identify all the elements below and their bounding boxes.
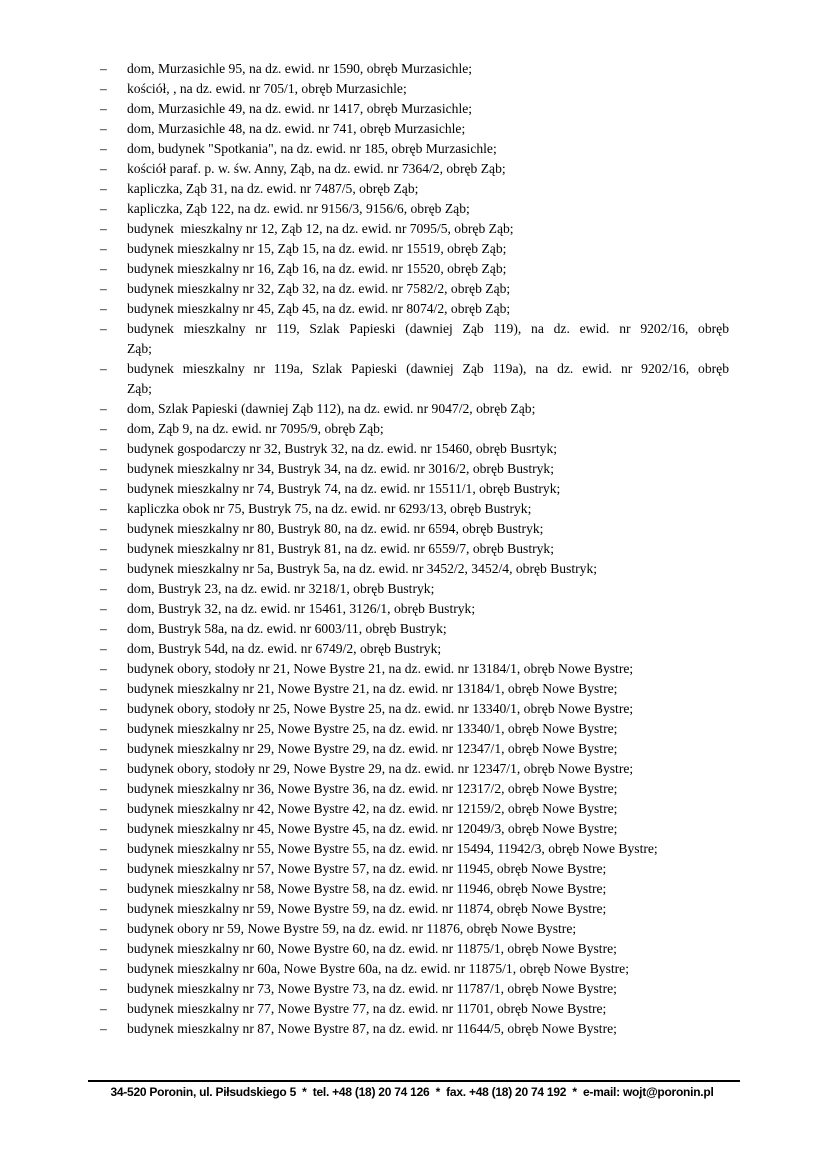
list-item-text: budynek mieszkalny nr 87, Nowe Bystre 87, na dz. ewid. nr 11644/5, obręb Nowe Bystre; [127, 1021, 617, 1036]
dash-bullet: – [100, 461, 107, 476]
list-item [100, 759, 729, 779]
dash-bullet: – [100, 781, 107, 796]
list-item-text: budynek gospodarczy nr 32, Bustryk 32, na dz. ewid. nr 15460, obręb Busrtyk; [127, 441, 558, 456]
dash-bullet: – [100, 1001, 107, 1016]
dash-bullet: – [100, 321, 107, 336]
dash-bullet: – [100, 641, 107, 656]
list-item [100, 479, 729, 499]
list-item [100, 419, 729, 439]
dash-bullet: – [100, 681, 107, 696]
list-item [100, 459, 729, 479]
list-item-text: budynek mieszkalny nr 16, Ząb 16, na dz. ewid. nr 15520, obręb Ząb; [127, 261, 507, 276]
list-item [100, 179, 729, 199]
list-item-text: dom, Murzasichle 48, na dz. ewid. nr 741, obręb Murzasichle; [127, 121, 466, 136]
list-item [100, 879, 729, 899]
list-item [100, 599, 729, 619]
list-item [100, 319, 729, 359]
dash-bullet: – [100, 281, 107, 296]
list-item-text: budynek mieszkalny nr 45, Nowe Bystre 45, na dz. ewid. nr 12049/3, obręb Nowe Bystre; [127, 821, 618, 836]
list-item [100, 239, 729, 259]
dash-bullet: – [100, 721, 107, 736]
list-item-text: budynek mieszkalny nr 73, Nowe Bystre 73, na dz. ewid. nr 11787/1, obręb Nowe Bystre; [127, 981, 617, 996]
dash-bullet: – [100, 901, 107, 916]
list-item-text: budynek mieszkalny nr 32, Ząb 32, na dz. ewid. nr 7582/2, obręb Ząb; [127, 281, 511, 296]
list-item-text: budynek mieszkalny nr 77, Nowe Bystre 77, na dz. ewid. nr 11701, obręb Nowe Bystre; [127, 1001, 607, 1016]
list-item [100, 719, 729, 739]
list-item [100, 739, 729, 759]
list-item-text: budynek mieszkalny nr 25, Nowe Bystre 25, na dz. ewid. nr 13340/1, obręb Nowe Bystre; [127, 721, 618, 736]
list-item-text: budynek obory, stodoły nr 29, Nowe Bystre 29, na dz. ewid. nr 12347/1, obręb Nowe Bystre; [127, 761, 634, 776]
list-item [100, 99, 729, 119]
list-item [100, 399, 729, 419]
list-item-text: budynek mieszkalny nr 80, Bustryk 80, na dz. ewid. nr 6594, obręb Bustryk; [127, 521, 544, 536]
list-item-text: kościół, , na dz. ewid. nr 705/1, obręb Murzasichle; [127, 81, 407, 96]
list-item [100, 219, 729, 239]
list-item-text: budynek mieszkalny nr 58, Nowe Bystre 58, na dz. ewid. nr 11946, obręb Nowe Bystre; [127, 881, 607, 896]
list-item [100, 519, 729, 539]
list-item-text [127, 359, 729, 399]
list-item-text: budynek mieszkalny nr 57, Nowe Bystre 57, na dz. ewid. nr 11945, obręb Nowe Bystre; [127, 861, 607, 876]
dash-bullet: – [100, 401, 107, 416]
dash-bullet: – [100, 841, 107, 856]
dash-bullet: – [100, 761, 107, 776]
dash-bullet: – [100, 261, 107, 276]
list-item-text: dom, Ząb 9, na dz. ewid. nr 7095/9, obręb Ząb; [127, 421, 384, 436]
dash-bullet: – [100, 181, 107, 196]
list-item-text-line: budynek mieszkalny nr 119, Szlak Papieski (dawniej Ząb 119), na dz. ewid. nr 9202/16, obręb [127, 321, 729, 336]
list-item [100, 659, 729, 679]
list-item [100, 939, 729, 959]
dash-bullet: – [100, 501, 107, 516]
list-item-text: budynek mieszkalny nr 74, Bustryk 74, na dz. ewid. nr 15511/1, obręb Bustryk; [127, 481, 561, 496]
dash-bullet: – [100, 441, 107, 456]
dash-bullet: – [100, 941, 107, 956]
dash-bullet: – [100, 861, 107, 876]
list-item [100, 619, 729, 639]
dash-bullet: – [100, 921, 107, 936]
list-item [100, 439, 729, 459]
dash-bullet: – [100, 101, 107, 116]
list-item-text: budynek mieszkalny nr 5a, Bustryk 5a, na dz. ewid. nr 3452/2, 3452/4, obręb Bustryk; [127, 561, 598, 576]
dash-bullet: – [100, 661, 107, 676]
dash-bullet: – [100, 121, 107, 136]
list-item-text-line: Ząb; [127, 341, 152, 356]
list-item-text: budynek mieszkalny nr 42, Nowe Bystre 42, na dz. ewid. nr 12159/2, obręb Nowe Bystre; [127, 801, 618, 816]
list-item-text: budynek obory, stodoły nr 25, Nowe Bystre 25, na dz. ewid. nr 13340/1, obręb Nowe Bystre; [127, 701, 634, 716]
list-item [100, 499, 729, 519]
list-item [100, 159, 729, 179]
list-item [100, 819, 729, 839]
list-item-text: dom, Bustryk 58a, na dz. ewid. nr 6003/11, obręb Bustryk; [127, 621, 447, 636]
dash-bullet: – [100, 821, 107, 836]
dash-bullet: – [100, 741, 107, 756]
list-item-text: dom, Murzasichle 95, na dz. ewid. nr 1590, obręb Murzasichle; [127, 61, 473, 76]
dash-bullet: – [100, 541, 107, 556]
dash-bullet: – [100, 81, 107, 96]
list-item [100, 1019, 729, 1039]
list-item-text-line: budynek mieszkalny nr 119a, Szlak Papieski (dawniej Ząb 119a), na dz. ewid. nr 9202/16, obręb [127, 361, 729, 376]
dash-bullet: – [100, 481, 107, 496]
list-item [100, 639, 729, 659]
dash-bullet: – [100, 601, 107, 616]
dash-bullet: – [100, 801, 107, 816]
list-item [100, 979, 729, 999]
list-item-text: dom, Szlak Papieski (dawniej Ząb 112), na dz. ewid. nr 9047/2, obręb Ząb; [127, 401, 536, 416]
building-list [100, 59, 729, 1039]
dash-bullet: – [100, 301, 107, 316]
footer-contact-line: 34-520 Poronin, ul. Piłsudskiego 5 * tel. +48 (18) 20 74 126 * fax. +48 (18) 20 74 192 * e-mail: wojt@poronin.pl [110, 1085, 714, 1099]
list-item-text: dom, Bustryk 54d, na dz. ewid. nr 6749/2, obręb Bustryk; [127, 641, 442, 656]
dash-bullet: – [100, 141, 107, 156]
list-item-text: kapliczka, Ząb 31, na dz. ewid. nr 7487/5, obręb Ząb; [127, 181, 419, 196]
list-item [100, 959, 729, 979]
list-item [100, 579, 729, 599]
dash-bullet: – [100, 621, 107, 636]
list-item [100, 679, 729, 699]
list-item-text: kapliczka obok nr 75, Bustryk 75, na dz. ewid. nr 6293/13, obręb Bustryk; [127, 501, 532, 516]
list-item-text: budynek mieszkalny nr 36, Nowe Bystre 36, na dz. ewid. nr 12317/2, obręb Nowe Bystre; [127, 781, 618, 796]
list-item-text: budynek mieszkalny nr 12, Ząb 12, na dz. ewid. nr 7095/5, obręb Ząb; [127, 221, 514, 236]
list-item [100, 199, 729, 219]
dash-bullet: – [100, 221, 107, 236]
list-item-text: dom, budynek "Spotkania", na dz. ewid. nr 185, obręb Murzasichle; [127, 141, 497, 156]
list-item [100, 859, 729, 879]
list-item-text: kościół paraf. p. w. św. Anny, Ząb, na dz. ewid. nr 7364/2, obręb Ząb; [127, 161, 506, 176]
dash-bullet: – [100, 961, 107, 976]
list-item-text-line: Ząb; [127, 381, 152, 396]
dash-bullet: – [100, 561, 107, 576]
list-item [100, 899, 729, 919]
list-item-text: dom, Bustryk 32, na dz. ewid. nr 15461, 3126/1, obręb Bustryk; [127, 601, 476, 616]
list-item [100, 919, 729, 939]
list-item-text: budynek mieszkalny nr 29, Nowe Bystre 29, na dz. ewid. nr 12347/1, obręb Nowe Bystre; [127, 741, 618, 756]
list-item [100, 299, 729, 319]
dash-bullet: – [100, 201, 107, 216]
list-item-text: dom, Bustryk 23, na dz. ewid. nr 3218/1, obręb Bustryk; [127, 581, 435, 596]
list-item-text: budynek mieszkalny nr 15, Ząb 15, na dz. ewid. nr 15519, obręb Ząb; [127, 241, 507, 256]
list-item [100, 999, 729, 1019]
dash-bullet: – [100, 241, 107, 256]
list-item-text: budynek mieszkalny nr 34, Bustryk 34, na dz. ewid. nr 3016/2, obręb Bustryk; [127, 461, 555, 476]
list-item-text: budynek mieszkalny nr 45, Ząb 45, na dz. ewid. nr 8074/2, obręb Ząb; [127, 301, 511, 316]
dash-bullet: – [100, 421, 107, 436]
list-item-text: kapliczka, Ząb 122, na dz. ewid. nr 9156/3, 9156/6, obręb Ząb; [127, 201, 470, 216]
list-item [100, 559, 729, 579]
list-item [100, 119, 729, 139]
list-item [100, 79, 729, 99]
dash-bullet: – [100, 981, 107, 996]
dash-bullet: – [100, 61, 107, 76]
list-item-text: budynek mieszkalny nr 60, Nowe Bystre 60, na dz. ewid. nr 11875/1, obręb Nowe Bystre; [127, 941, 617, 956]
dash-bullet: – [100, 361, 107, 376]
dash-bullet: – [100, 581, 107, 596]
list-item-text: dom, Murzasichle 49, na dz. ewid. nr 1417, obręb Murzasichle; [127, 101, 473, 116]
list-item [100, 139, 729, 159]
list-item [100, 839, 729, 859]
list-item [100, 699, 729, 719]
list-item-text [127, 319, 729, 359]
footer-divider [88, 1080, 740, 1082]
list-item-text: budynek mieszkalny nr 60a, Nowe Bystre 60a, na dz. ewid. nr 11875/1, obręb Nowe Bystre; [127, 961, 629, 976]
list-item [100, 59, 729, 79]
list-item-text: budynek mieszkalny nr 21, Nowe Bystre 21, na dz. ewid. nr 13184/1, obręb Nowe Bystre; [127, 681, 618, 696]
list-item-text: budynek obory, stodoły nr 21, Nowe Bystre 21, na dz. ewid. nr 13184/1, obręb Nowe Bystre; [127, 661, 634, 676]
list-item [100, 779, 729, 799]
dash-bullet: – [100, 161, 107, 176]
dash-bullet: – [100, 521, 107, 536]
list-item [100, 359, 729, 399]
dash-bullet: – [100, 701, 107, 716]
list-item [100, 279, 729, 299]
list-item-text: budynek obory nr 59, Nowe Bystre 59, na dz. ewid. nr 11876, obręb Nowe Bystre; [127, 921, 577, 936]
list-item-text: budynek mieszkalny nr 55, Nowe Bystre 55, na dz. ewid. nr 15494, 11942/3, obręb Nowe Bystre; [127, 841, 658, 856]
list-item [100, 539, 729, 559]
list-item [100, 259, 729, 279]
list-item-text: budynek mieszkalny nr 81, Bustryk 81, na dz. ewid. nr 6559/7, obręb Bustryk; [127, 541, 555, 556]
dash-bullet: – [100, 881, 107, 896]
list-item [100, 799, 729, 819]
list-item-text: budynek mieszkalny nr 59, Nowe Bystre 59, na dz. ewid. nr 11874, obręb Nowe Bystre; [127, 901, 607, 916]
dash-bullet: – [100, 1021, 107, 1036]
